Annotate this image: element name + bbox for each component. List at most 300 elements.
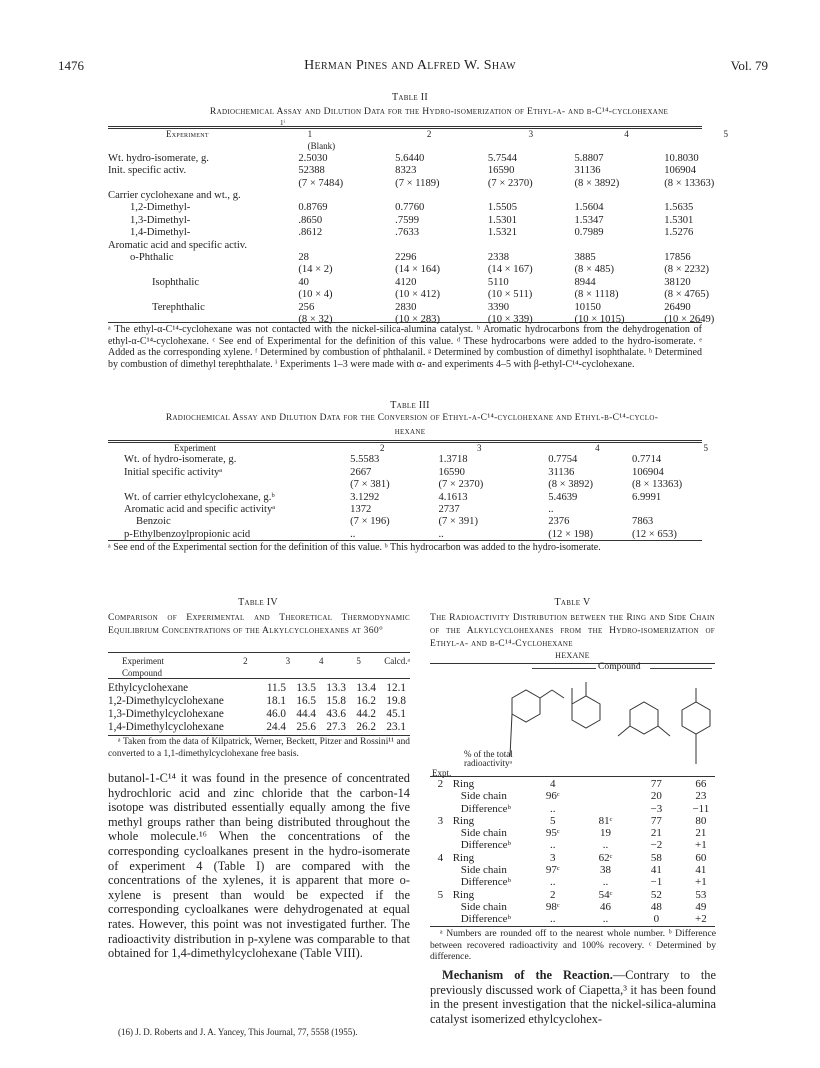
table2-head-3: 3 [528, 129, 534, 139]
table2-cell: 4120 [395, 276, 417, 288]
table5-row [430, 790, 720, 802]
table5-cell: 62ᶜ [598, 851, 613, 864]
table3-title: Radiochemical Assay and Dilution Data for the Conversion of Ethyl-α-C¹⁴-cyclohexane and Ethyl-β-C¹⁴-cyclo- [165, 413, 659, 423]
table4-cell: 19.8 [386, 695, 406, 707]
table3-cell: 16590 [438, 466, 465, 478]
table5-cell: 41 [650, 864, 662, 877]
table2-row-label: Terephthalic [152, 301, 205, 313]
table5-cell: 77 [650, 814, 662, 827]
table2-cell: (7 × 1189) [395, 177, 440, 189]
table5-row [430, 815, 720, 827]
table2-cell: 38120 [664, 276, 691, 288]
table5-cell: 20 [650, 790, 662, 803]
table4-cell: 44.2 [356, 708, 376, 720]
table2-label: Table II [392, 92, 428, 103]
table4-cell: 25.6 [296, 721, 316, 733]
table5-compound-header: Compound [598, 661, 641, 672]
table5-cell: .. [550, 876, 556, 889]
table2-cell: 31136 [574, 165, 601, 177]
table3 [108, 442, 708, 541]
table5-cell: 38 [600, 864, 612, 877]
table2-cell [570, 190, 664, 202]
table4-row [108, 708, 406, 721]
table5-expt: 2 [437, 778, 444, 790]
table5-cell [580, 790, 631, 802]
table2-cell: 2.5030 [298, 152, 328, 164]
table3-cell: 106904 [632, 466, 664, 478]
table2-cell: 2296 [395, 252, 417, 264]
table2-row-label [108, 178, 298, 190]
table4-head-4: 4 [319, 656, 324, 666]
body-text-left: butanol-1-C¹⁴ it was found in the presence of concentrated hydrochloric acid and zinc chloride that the carbon-14 isotope was distributed essentially equally among the five methyl groups rather than being distributed throughout the whole molecule.¹⁶ When the concentrations of the corresponding cycloalkanes present in the hydro-isomerate of experiment 4 (Table I) are compared with the concentrations of the xylenes, it is apparent that more o-xylene is present than would be expected if the corresponding cycloalkanes were dehydrogenated at equal rates. However, this point was not investigated further. The radioactivity distribution in p-xylene was comparable to that obtained for 1,4-dimethylcyclohexane (Table VIII). [108, 771, 410, 961]
table2-row [108, 302, 728, 314]
table5-cell: .. [602, 839, 609, 852]
table4-cell: 24.4 [266, 721, 286, 733]
table2-row [108, 289, 728, 301]
table2-cell: 0.7760 [395, 202, 425, 214]
table2-footnote-ref: 1ⁱ [280, 119, 285, 127]
table2-cell [482, 240, 571, 252]
table4-title: Comparison of Experimental and Theoretical Thermodynamic Equilibrium Concentrations of the Alkylcyclohexanes at 360° [108, 612, 410, 636]
table4-cell: 27.3 [326, 721, 346, 733]
dimethylcyclohexane-13-icon [618, 702, 670, 736]
dimethylcyclohexane-12-icon [572, 682, 600, 728]
table3-row-label: Wt. of carrier ethylcyclohexane, g.ᵇ [124, 491, 275, 503]
table5-cell: −3 [650, 802, 663, 815]
table5-expt [430, 876, 451, 888]
table3-cell: 1.3718 [438, 454, 468, 466]
table2-cell: 5.8807 [574, 152, 604, 164]
table2-row [108, 277, 728, 289]
table2-cell: (10 × 511) [487, 289, 533, 301]
table5-expt [430, 790, 451, 802]
table5-cell: 2 [550, 888, 556, 901]
table2-cell [482, 190, 571, 202]
table2-cell: 5.7544 [487, 152, 518, 164]
table2-cell [664, 190, 728, 202]
table2-cell: 10150 [574, 301, 601, 313]
table5-row [430, 852, 720, 864]
table2-cell: 28 [298, 252, 309, 264]
table2-cell: 17856 [664, 252, 691, 264]
table2-cell [389, 190, 482, 202]
table2-cell: 1.5635 [664, 202, 694, 214]
table5-cell: 53 [695, 888, 707, 901]
table4-footnote: ᵃ Taken from the data of Kilpatrick, Werner, Beckett, Pitzer and Rossini¹¹ and converted to a 1,1-dimethylcyclohexane free basis. [108, 737, 410, 759]
table5-expt-label: Expt. [432, 768, 452, 778]
table3-row-label: Wt. of hydro-isomerate, g. [124, 454, 237, 466]
table3-cell: .. [438, 528, 444, 540]
table3-row-label [108, 479, 350, 491]
table5-row [430, 864, 720, 876]
table2-row-label: 1,4-Dimethyl- [130, 227, 191, 239]
table2-cell: (7 × 7484) [298, 177, 344, 189]
table5-cell: 23 [695, 790, 707, 803]
table2-footnotes: ᵃ The ethyl-α-C¹⁴-cyclohexane was not contacted with the nickel-silica-alumina catalyst. ᵇ Aromatic hydrocarbons from the dehydrogenation of ethyl-α-C¹⁴-cyclohexane. ᶜ See end of Experimental for the definition of this value. ᵈ These hydrocarbons were added to the hydro-isomerate. ᵉ Added as the corresponding xylene. ᶠ Determined by combustion of phthalanil. ᵍ Determined by combustion of dimethyl isophthalate. ʰ Determined by combustion of dimethyl terephthalate. ⁱ Experiments 1–3 were made with α- and experiments 4–5 with β-ethyl-C¹⁴-cyclohexane. [108, 324, 702, 370]
table5-cell: 0 [653, 913, 660, 926]
table3-cell: 1372 [350, 504, 372, 516]
table5-cell: 5 [550, 814, 556, 827]
table2-cell: (10 × 283) [395, 314, 440, 326]
table5-cell: .. [550, 839, 556, 852]
table5-expt [430, 803, 451, 815]
table2-cell: (10 × 339) [487, 314, 533, 326]
table2-row-label: 1,3-Dimethyl- [130, 214, 191, 226]
table3-cell: 4.1613 [438, 491, 468, 503]
table5-cell [580, 778, 631, 790]
table5-cell: 21 [695, 827, 707, 840]
table4-cell: 18.1 [266, 695, 286, 707]
table5-cell: −2 [650, 839, 663, 852]
table3-cell: (7 × 391) [438, 516, 478, 528]
table2-cell: 3390 [487, 301, 510, 313]
table5-cell: +1 [695, 839, 707, 852]
table3-cell: 7863 [632, 516, 654, 528]
table2-head-4: 4 [624, 129, 629, 139]
table4-row [108, 682, 406, 695]
mechanism-paragraph [430, 968, 716, 1026]
table4-row-label: 1,4-Dimethylcyclohexane [108, 721, 224, 733]
table5-label: Table V [554, 597, 591, 608]
table3-row [108, 516, 708, 528]
table4-cell: 12.1 [386, 682, 406, 694]
table5-row [430, 827, 720, 839]
table5-cell: .. [602, 876, 609, 889]
mechanism-heading: Mechanism of the Reaction. [442, 968, 613, 982]
table3-cell: (7 × 2370) [438, 479, 484, 491]
table2-row [108, 178, 728, 190]
table4-head-compound: Compound [122, 668, 163, 679]
running-authors: Herman Pines and Alfred W. Shaw [304, 58, 516, 73]
table2-row-label: Aromatic acid and specific activ. [108, 239, 248, 251]
table2-cell: (7 × 2370) [487, 177, 533, 189]
table3-head-4: 4 [595, 443, 600, 453]
table2-head-2: 2 [426, 129, 432, 139]
table2-cell: 8323 [395, 165, 417, 177]
table4-body [108, 682, 410, 734]
table5-cell: 97ᶜ [545, 864, 560, 877]
table5-cell: 41 [695, 864, 707, 877]
table3-label: Table III [390, 400, 430, 411]
table2-cell: 256 [298, 301, 315, 313]
table5-cell: .. [550, 913, 556, 926]
table2-cell: 0.8769 [298, 202, 328, 214]
table5-row [430, 803, 720, 815]
table3-head-2: 2 [379, 443, 385, 453]
dimethylcyclohexane-14-icon [682, 688, 710, 764]
table3-head-experiment: Experiment [174, 443, 216, 453]
table5-cell: 58 [650, 851, 662, 864]
table2-row-label: o-Phthalic [130, 252, 174, 264]
table2-cell: (10 × 1015) [574, 314, 625, 326]
table2-row [108, 165, 728, 177]
table2-row [108, 190, 728, 202]
table5-cell: .. [550, 802, 556, 815]
table5-row-label: Differenceᵇ [460, 839, 511, 852]
table4-cell: 26.2 [356, 721, 376, 733]
table5-cell: 21 [650, 827, 662, 840]
table5-title: The Radioactivity Distribution between the Ring and Side Chain of the Alkylcyclohexanes from the Hydro-isomerization of Ethyl-α- and β-C¹⁴-Cyclohexane [430, 612, 715, 649]
table5-cell: 52 [650, 888, 662, 901]
table5-cell: 60 [695, 851, 707, 864]
footnote-16: (16) J. D. Roberts and J. A. Yancey, This Journal, 77, 5558 (1955). [118, 1027, 358, 1037]
table2-cell: .8612 [298, 227, 323, 239]
table5-row-label: Ring [452, 888, 475, 901]
table2-row [108, 252, 728, 264]
table2-row [108, 215, 728, 227]
table2-cell: 26490 [664, 301, 691, 313]
table2-cell: (8 × 3892) [574, 177, 620, 189]
table4 [108, 655, 410, 680]
table3-row-label: Aromatic acid and specific activityᵃ [124, 504, 276, 516]
table2-head-experiment: Experiment [166, 129, 209, 139]
table5-row-label: Ring [452, 814, 475, 827]
table2-row [108, 227, 728, 239]
table5-row-label: Differenceᵇ [460, 913, 511, 926]
table5-cell: 66 [695, 778, 707, 790]
table5-cell: +1 [695, 876, 707, 889]
table2-row-label: Init. specific activ. [108, 165, 187, 177]
table2-cell: 52388 [298, 165, 325, 177]
table3-cell: 5.4639 [548, 491, 578, 503]
table2-cell: 3885 [574, 252, 596, 264]
table4-head-calcd: Calcd.ᵃ [384, 656, 410, 666]
table5-row [430, 876, 720, 888]
table5-expt: 3 [437, 814, 444, 827]
table2-cell: (8 × 32) [298, 314, 333, 326]
table5-row-label: Ring [452, 778, 475, 790]
table2-cell: (14 × 164) [395, 264, 440, 276]
table5-row [430, 778, 720, 790]
table4-cell: 13.3 [326, 682, 346, 694]
table3-cell: (12 × 198) [548, 528, 594, 540]
table5-row [430, 913, 720, 925]
table4-cell: 23.1 [386, 721, 406, 733]
table5-cell: 77 [650, 778, 662, 790]
table2-cell: .7633 [395, 227, 420, 239]
table5-expt [430, 864, 451, 876]
page-number: 1476 [58, 58, 84, 73]
table3-cell: 3.1292 [350, 491, 380, 503]
table3-cell: (7 × 196) [350, 516, 390, 528]
table3-cell: 6.9991 [632, 491, 662, 503]
table2-cell: 106904 [664, 165, 696, 177]
table3-title-cont: hexane [394, 427, 426, 437]
table5-cell: 48 [650, 900, 662, 913]
table2-row-label: 1,2-Dimethyl- [130, 202, 191, 214]
table3-cell: (7 × 381) [350, 479, 390, 491]
table5-row [430, 889, 720, 901]
table3-row [108, 467, 708, 479]
table5-row-label: Ring [452, 851, 475, 864]
table2-cell: 1.5347 [574, 214, 604, 226]
table5-row-label: Side chain [460, 827, 507, 840]
table5-row-label: Differenceᵇ [460, 802, 511, 815]
table2-cell: 8944 [574, 276, 596, 288]
table4-cell: 16.5 [296, 695, 316, 707]
table4-cell: 16.2 [356, 695, 376, 707]
table5-cell: .. [602, 913, 609, 926]
table3-row-label: p-Ethylbenzoylpropionic acid [124, 528, 251, 540]
table3-cell: 2376 [548, 516, 570, 528]
table3-row [108, 479, 708, 491]
table2-cell [298, 240, 389, 252]
table4-head-5: 5 [356, 656, 361, 666]
table5-expt [430, 839, 451, 851]
table2-cell [664, 240, 728, 252]
table2-cell: (14 × 167) [487, 264, 533, 276]
table2-title: Radiochemical Assay and Dilution Data for the Hydro-isomerization of Ethyl-α- and β-C¹⁴-cyclohexane [209, 106, 669, 117]
table4-row-label: Ethylcyclohexane [108, 682, 189, 694]
table3-row [108, 492, 708, 504]
table3-row-label: Benzoic [136, 516, 171, 528]
structure-icons [496, 670, 718, 766]
table2-row-label [108, 264, 298, 276]
table3-footnotes: ᵃ See end of the Experimental section for the definition of this value. ᵇ This hydrocarbon was added to the hydro-isomerate. [108, 542, 601, 553]
table4-cell: 15.8 [326, 695, 346, 707]
table5-cell: 96ᶜ [545, 790, 560, 803]
table2-cell: 1.5301 [487, 214, 518, 226]
table5-cell: −11 [692, 802, 710, 815]
table5-row [430, 839, 720, 851]
table2-cell: 1.5505 [487, 202, 518, 214]
table2-cell: 1.5604 [574, 202, 604, 214]
table4-cell: 46.0 [266, 708, 286, 720]
table2-cell: 5110 [487, 276, 509, 288]
table2 [108, 128, 728, 327]
table5-hexane: HEXANE [555, 651, 590, 660]
table3-cell: 5.5583 [350, 454, 380, 466]
table2-cell: (10 × 4) [298, 289, 333, 301]
table4-cell: 13.5 [296, 682, 316, 694]
table2-cell: 16590 [487, 165, 515, 177]
table4-cell: 44.4 [296, 708, 316, 720]
table2-cell: 1.5301 [664, 214, 694, 226]
table5-cell: 95ᶜ [545, 827, 560, 840]
table4-head-2: 2 [243, 656, 248, 666]
table3-cell: 0.7754 [548, 454, 578, 466]
table2-row [108, 240, 728, 252]
table2-cell: .8650 [298, 214, 323, 226]
table2-cell [389, 240, 482, 252]
table2-row [108, 153, 728, 165]
table5-expt [430, 913, 451, 925]
table5-cell: +2 [695, 913, 707, 926]
table2-head-1: 1 [307, 129, 313, 139]
volume: Vol. 79 [730, 58, 768, 73]
table2-row [108, 264, 728, 276]
table3-cell: (12 × 653) [632, 528, 677, 540]
table5-expt [430, 901, 451, 913]
table5-cell: 81ᶜ [598, 814, 613, 827]
table5-row-label: Side chain [460, 864, 507, 877]
table4-row-label: 1,3-Dimethylcyclohexane [108, 708, 224, 720]
table5-body [430, 778, 720, 926]
table2-cell: (8 × 485) [574, 264, 614, 276]
table5-row-label: Side chain [460, 900, 507, 913]
table2-cell: (10 × 2649) [664, 314, 715, 326]
table5-cell: 3 [550, 851, 556, 864]
table4-row [108, 695, 406, 708]
table5-expt [430, 827, 451, 839]
table2-cell: 1.5276 [664, 227, 694, 239]
table4-cell: 45.1 [386, 708, 406, 720]
table2-cell: 2338 [487, 252, 510, 264]
table5-cell: −1 [650, 876, 663, 889]
table3-row [108, 504, 708, 516]
table4-row [108, 721, 406, 734]
table5-cell: 4 [550, 778, 556, 790]
table2-cell: (14 × 2) [298, 264, 333, 276]
ethylcyclohexane-icon [510, 690, 564, 756]
table2-cell: (8 × 13363) [664, 177, 715, 189]
table5-footnotes: ᵃ Numbers are rounded off to the nearest whole number. ᵇ Difference between recovered radioactivity and 100% recovery. ᶜ Determined by difference. [430, 928, 716, 962]
table5-row-label: Differenceᵇ [460, 876, 511, 889]
table2-cell: 5.6440 [395, 152, 425, 164]
table3-cell: .. [548, 504, 554, 516]
table5-cell [580, 803, 631, 815]
table2-row-label: Isophthalic [152, 276, 200, 288]
table2-cell: 10.8030 [664, 152, 699, 164]
table2-row [108, 202, 728, 214]
table5-cell: 49 [695, 900, 707, 913]
table4-row-label: 1,2-Dimethylcyclohexane [108, 695, 224, 707]
table2-cell: (8 × 2232) [664, 264, 710, 276]
table2-cell: 40 [298, 276, 309, 288]
table5-expt: 5 [437, 888, 444, 901]
table2-cell [298, 190, 389, 202]
table4-cell: 11.5 [266, 682, 286, 694]
table3-cell: (8 × 3892) [548, 479, 594, 491]
table3-cell: 31136 [548, 466, 575, 478]
table2-head-blank: (Blank) [307, 141, 336, 152]
table2-row-label: Wt. hydro-isomerate, g. [108, 152, 209, 164]
table5-pct-label: % of the total radioactivityᵃ [464, 749, 513, 768]
table2-row-label [108, 289, 298, 301]
table5-row-label: Side chain [460, 790, 507, 803]
table3-head-5: 5 [703, 443, 708, 453]
table4-head-experiment: Experiment [122, 656, 164, 666]
table4-cell: 13.4 [356, 682, 376, 694]
table5-cell: 98ᶜ [545, 900, 560, 913]
table3-cell: 2737 [438, 504, 460, 516]
table4-cell: 43.6 [326, 708, 346, 720]
table3-row-label: Initial specific activityᵃ [124, 466, 223, 478]
table2-cell: 1.5321 [487, 227, 518, 239]
table5-cell: 46 [600, 900, 612, 913]
table2-cell: (8 × 4765) [664, 289, 710, 301]
table3-head-3: 3 [477, 443, 482, 453]
table2-cell: (8 × 1118) [574, 289, 619, 301]
table5-row [430, 901, 720, 913]
mechanism-text: —Contrary to the previously discussed work of Ciapetta,³ it has been found in the present investigation that the nickel-silica-alumina catalyst isomerized ethylcyclohex- [430, 968, 716, 1026]
table3-row [108, 454, 708, 466]
table5-expt: 4 [437, 851, 444, 864]
table3-cell: .. [350, 528, 356, 540]
table3-cell [632, 504, 708, 516]
table3-cell: 2667 [350, 466, 372, 478]
table2-cell: .7599 [395, 214, 420, 226]
table2-row-label: Carrier cyclohexane and wt., g. [108, 190, 241, 202]
table3-cell: 0.7714 [632, 454, 662, 466]
table5-cell: 19 [600, 827, 612, 840]
table4-head-3: 3 [285, 656, 291, 666]
table2-cell: 0.7989 [574, 227, 604, 239]
table4-label: Table IV [238, 597, 278, 608]
table2-cell: (10 × 412) [395, 289, 440, 301]
table5-cell: 80 [695, 814, 707, 827]
table3-cell: (8 × 13363) [632, 479, 683, 491]
